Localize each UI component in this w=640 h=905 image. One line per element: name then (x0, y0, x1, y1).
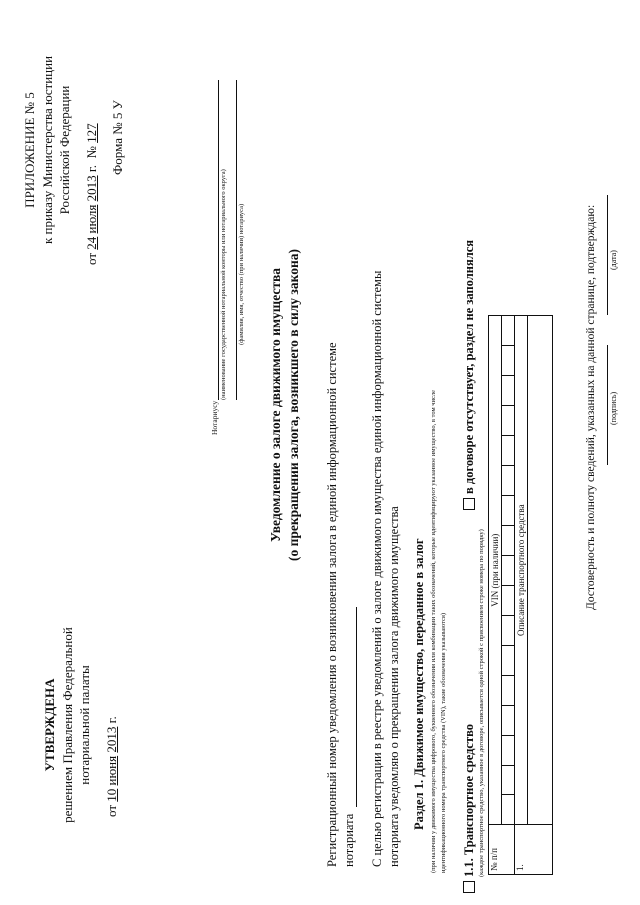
registration-line2: нотариата (342, 813, 356, 867)
appendix-line1: к приказу Министерства юстиции (40, 55, 55, 245)
vehicle-table (488, 315, 553, 875)
absent-checkbox[interactable] (463, 498, 475, 510)
vin-cell[interactable] (502, 795, 515, 825)
vin-cell[interactable] (502, 495, 515, 525)
appendix-date-month: июля (84, 204, 99, 234)
notice-title: Уведомление о залоге движимого имущества (268, 267, 283, 543)
date-hint: (дата) (609, 250, 618, 270)
subsection-note: (каждое транспортное средство, указанное в договоре, описывается одной строкой с присвоением строке номера по порядку) (478, 529, 485, 877)
signature-hint: (подпись) (609, 391, 618, 425)
vin-cell[interactable] (502, 376, 515, 406)
approved-line1: решением Правления Федеральной (60, 627, 75, 823)
vin-cell[interactable] (502, 436, 515, 466)
notary-name-field[interactable] (228, 80, 237, 400)
appendix-date-day: 24 (84, 236, 99, 250)
table-row[interactable] (528, 316, 553, 875)
vin-cell[interactable] (502, 585, 515, 615)
notary-office-field[interactable] (210, 80, 219, 400)
notary-label: Нотариусу (210, 400, 219, 435)
vin-cell[interactable] (502, 675, 515, 705)
vin-cell[interactable] (502, 525, 515, 555)
subsection-title: 1.1. Транспортное средство (462, 723, 476, 877)
section1-note2: идентификационного номера транспортного средства (VIN), такие обозначения указываются) (440, 613, 447, 873)
vehicle-checkbox[interactable] (463, 881, 475, 893)
appendix-number: 127 (84, 123, 99, 143)
notary-hint2: (фамилия, имя, отчество (при наличии) нотариуса) (238, 203, 245, 345)
table-row (515, 316, 528, 875)
registration-number-field[interactable] (342, 607, 357, 807)
vin-cell[interactable] (502, 615, 515, 645)
approved-line2: нотариальной палаты (77, 665, 92, 785)
registration-line1: Регистрационный номер уведомления о возникновении залога в единой информационной системе (325, 342, 339, 867)
approved-date: от 10 июня 2013 г. (104, 716, 119, 817)
appendix-date: от 24 июля 2013 г. № 127 (84, 123, 99, 265)
absent-label: в договоре отсутствует, раздел не заполнялся (462, 239, 476, 494)
appendix-line2: Российской Федерации (57, 85, 72, 215)
purpose-line2: нотариата уведомляю о прекращении залога движимого имущества (387, 506, 401, 867)
section1-note1: (при наличии у движимого имущества цифрового, буквенного обозначения или комбинации таких обозначений, которые идентифицируют указанное имущество, в том числе (430, 390, 437, 873)
approved-date-year: 2013 (104, 726, 119, 753)
vin-cell[interactable] (502, 346, 515, 376)
col-num-header: № п/п (489, 825, 515, 875)
vin-cell[interactable] (502, 765, 515, 795)
notice-subtitle: (о прекращении залога, возникшего в силу закона) (286, 249, 301, 561)
vin-cell[interactable] (502, 555, 515, 585)
footer-text: Достоверность и полноту сведений, указанных на данной странице, подтверждаю: (585, 204, 597, 610)
form-number: Форма № 5 У (110, 100, 125, 175)
vin-cell[interactable] (502, 735, 515, 765)
section1-title: Раздел 1. Движимое имущество, переданное в залог (412, 538, 426, 830)
table-row[interactable] (502, 316, 515, 875)
vin-cell[interactable] (502, 645, 515, 675)
date-field[interactable] (597, 195, 608, 315)
approved-title: УТВЕРЖДЕНА (42, 678, 57, 772)
purpose-line1: С целью регистрации в реестре уведомлений о залоге движимого имущества единой информационной системы (370, 270, 384, 867)
approved-date-day: 10 (104, 788, 119, 802)
table-header-row (489, 316, 502, 875)
row-number: 1. (515, 825, 553, 875)
vin-cell[interactable] (502, 406, 515, 436)
notary-hint1: (наименование государственной нотариальной конторы или нотариального округа) (220, 169, 227, 400)
signature-field[interactable] (597, 345, 608, 465)
col-vin-header: VIN (при наличии) (489, 316, 502, 825)
appendix-title: ПРИЛОЖЕНИЕ № 5 (22, 92, 37, 208)
vehicle-description-cell[interactable] (528, 316, 553, 825)
approved-date-month: июня (104, 755, 119, 786)
appendix-date-year: 2013 (84, 175, 99, 202)
vin-cell[interactable] (502, 705, 515, 735)
col-desc-header: Описание транспортного средства (515, 316, 528, 825)
vin-cell[interactable] (502, 466, 515, 496)
vin-cell[interactable] (502, 316, 515, 346)
